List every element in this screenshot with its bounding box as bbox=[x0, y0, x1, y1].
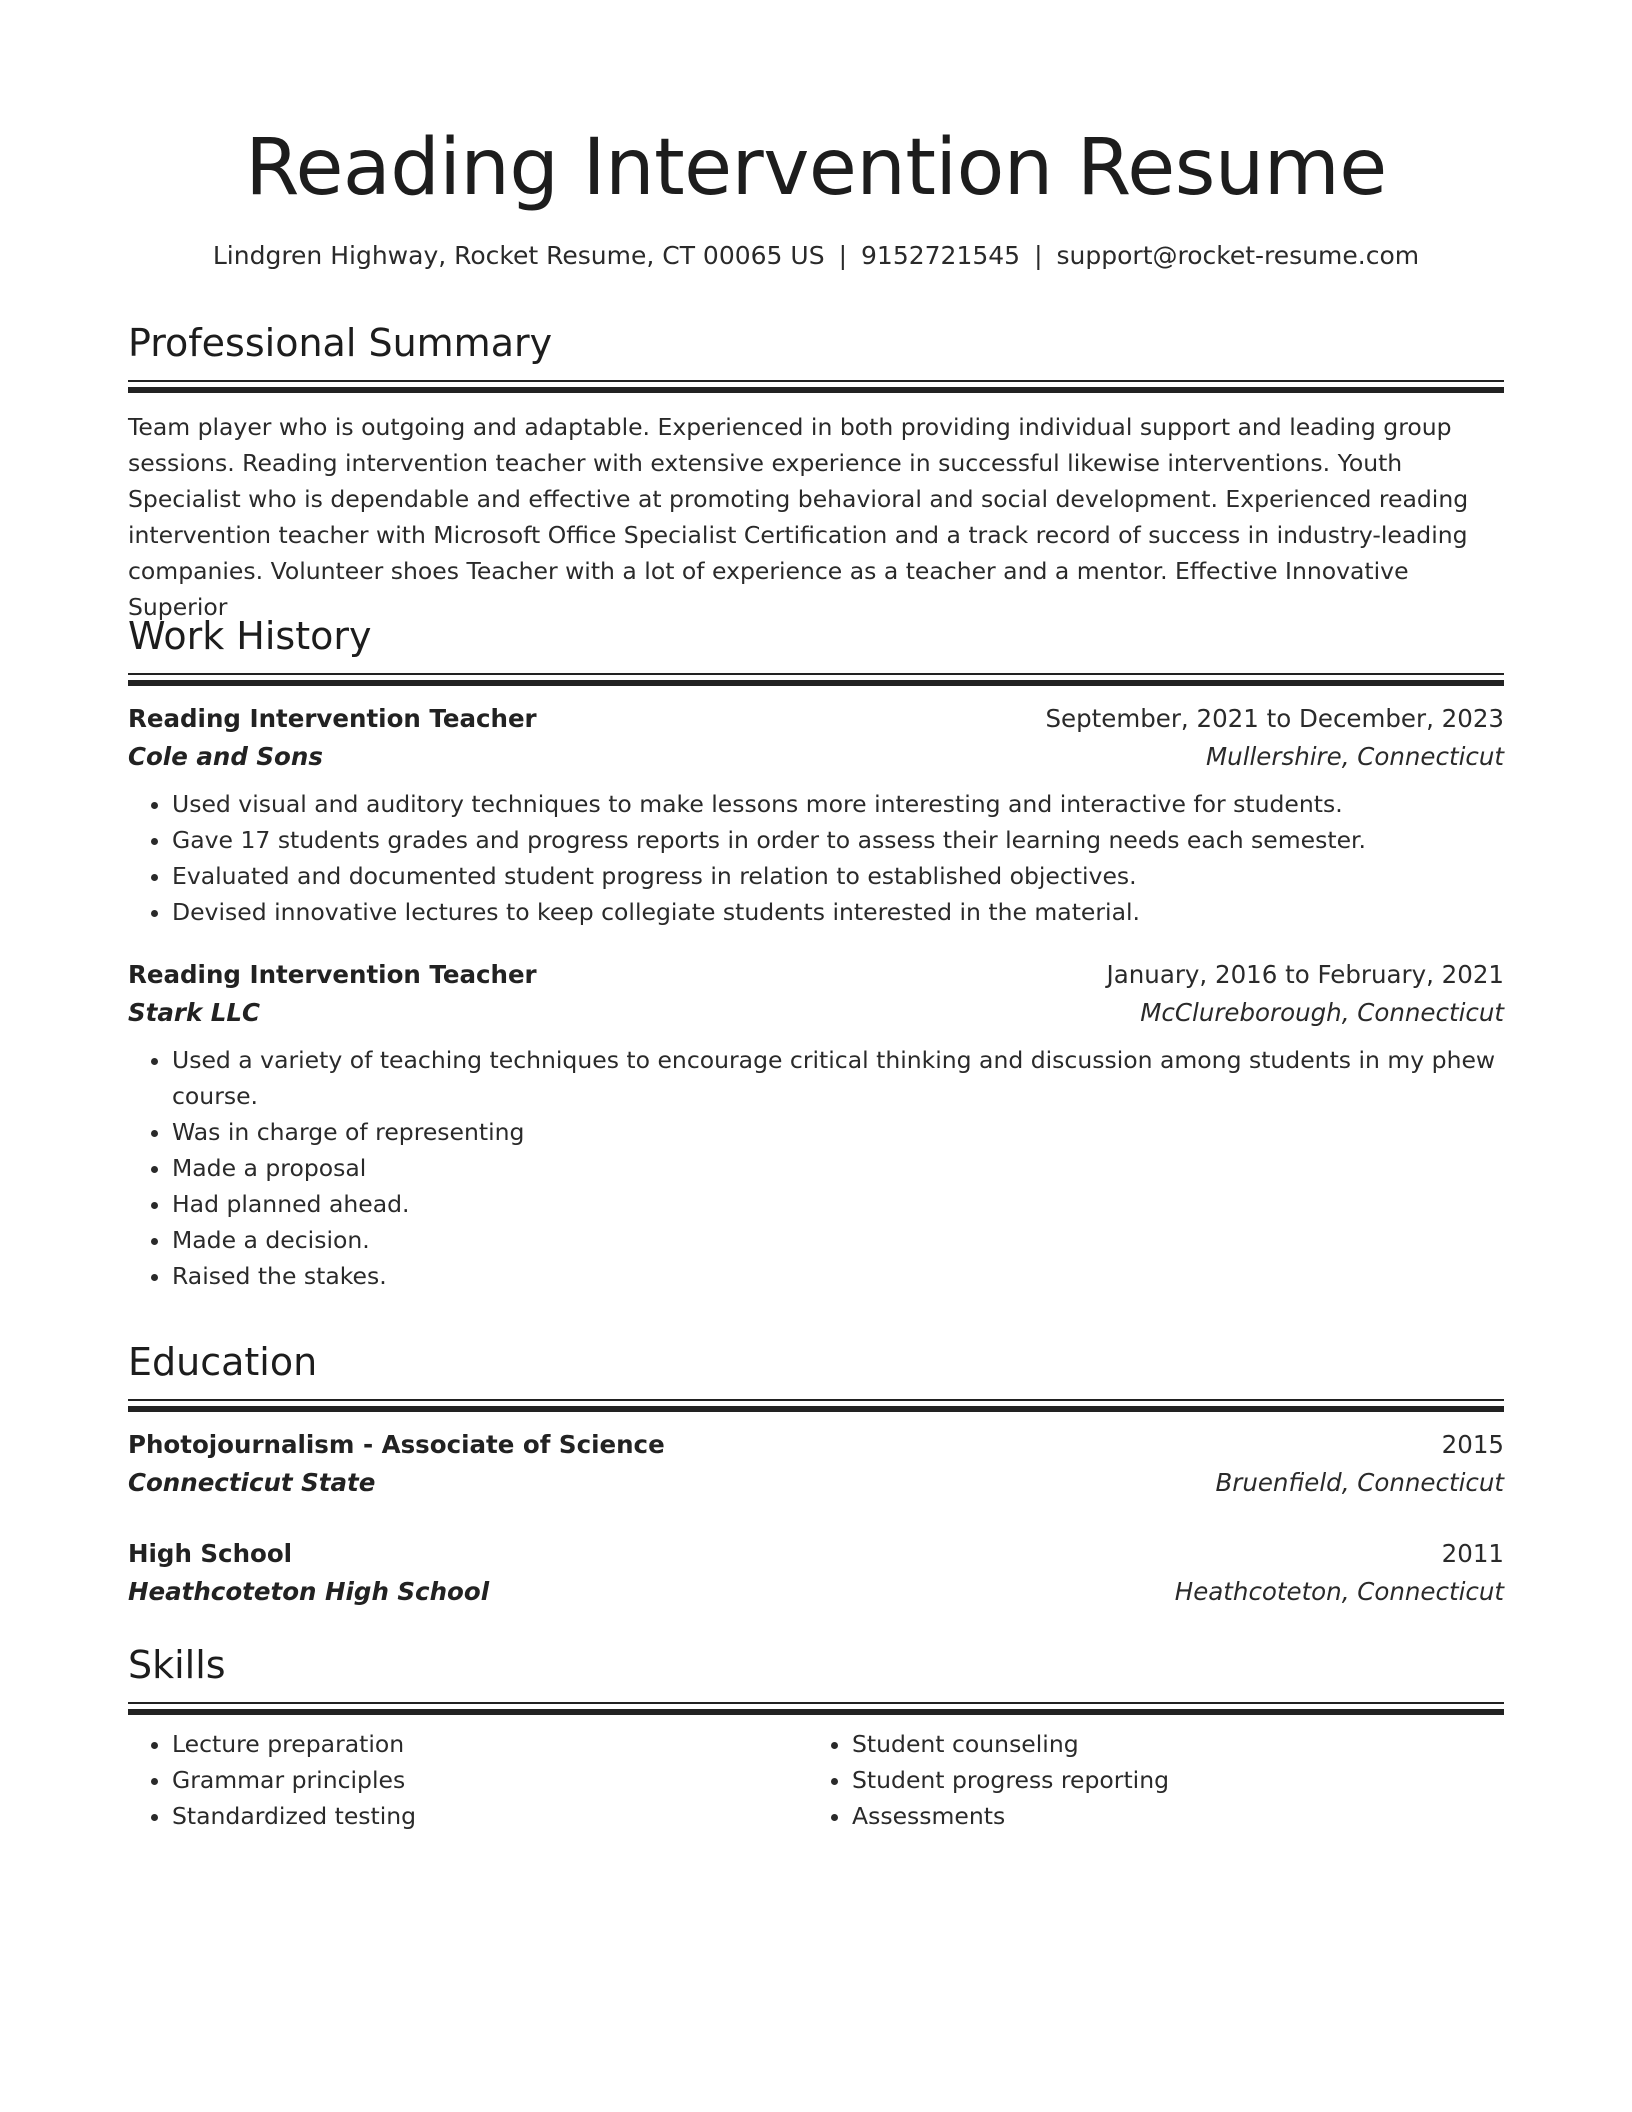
section-divider bbox=[128, 1702, 1504, 1716]
section-heading-work-history: Work History bbox=[128, 614, 372, 658]
job-bullet: • Made a proposal bbox=[172, 1150, 1504, 1186]
job-bullet: • Had planned ahead. bbox=[172, 1186, 1504, 1222]
job-entry bbox=[128, 700, 1504, 930]
job-bullets bbox=[128, 786, 1504, 930]
education-section bbox=[128, 1335, 1504, 1611]
job-company: Cole and Sons bbox=[128, 742, 323, 771]
skill-item: • Grammar principles bbox=[172, 1762, 808, 1798]
section-heading-skills: Skills bbox=[128, 1643, 226, 1687]
education-year: 2011 bbox=[1441, 1539, 1504, 1568]
job-header-row bbox=[128, 956, 1504, 994]
education-location: Heathcoteton, Connecticut bbox=[1174, 1577, 1504, 1606]
job-bullets bbox=[128, 1042, 1504, 1294]
section-heading-education: Education bbox=[128, 1340, 318, 1384]
job-company-row bbox=[128, 994, 1504, 1032]
job-entry bbox=[128, 956, 1504, 1294]
education-school-row bbox=[128, 1573, 1504, 1611]
job-bullet: • Made a decision. bbox=[172, 1222, 1504, 1258]
skill-item: • Student progress reporting bbox=[852, 1762, 1484, 1798]
job-title: Reading Intervention Teacher bbox=[128, 960, 537, 989]
section-divider bbox=[128, 673, 1504, 687]
skills-grid bbox=[128, 1726, 1504, 1834]
summary-text: Team player who is outgoing and adaptable. Experienced in both providing individual support and leading group sessions. Reading intervention teacher with extensive experience in successful likewise interventions. Youth Specialist who is dependable and effective at promoting behavioral and social development. Experienced reading intervention teacher with Microsoft Office Specialist Certification and a track record of success in industry-leading companies. Volunteer shoes Teacher with a lot of experience as a teacher and a mentor. Effective Innovative Superior bbox=[128, 413, 1469, 621]
job-bullet: • Was in charge of representing bbox=[172, 1114, 1504, 1150]
education-school: Heathcoteton High School bbox=[128, 1577, 490, 1606]
contact-separator: | bbox=[838, 241, 848, 270]
section-divider bbox=[128, 1399, 1504, 1413]
education-degree: High School bbox=[128, 1539, 293, 1568]
job-bullet: • Used a variety of teaching techniques to encourage critical thinking and discussion among students in my phew course. bbox=[172, 1042, 1504, 1114]
contact-phone: 9152721545 bbox=[861, 241, 1021, 270]
education-entry bbox=[128, 1535, 1504, 1611]
section-divider bbox=[128, 380, 1504, 394]
job-company-row bbox=[128, 738, 1504, 776]
job-title: Reading Intervention Teacher bbox=[128, 704, 537, 733]
job-location: McClureborough, Connecticut bbox=[1140, 998, 1504, 1027]
work-history-section bbox=[128, 609, 1504, 1294]
education-school: Connecticut State bbox=[128, 1468, 376, 1497]
skills-column-right bbox=[808, 1726, 1484, 1834]
education-entry bbox=[128, 1426, 1504, 1502]
contact-separator: | bbox=[1034, 241, 1043, 270]
job-location: Mullershire, Connecticut bbox=[1206, 742, 1504, 771]
skill-item: • Standardized testing bbox=[172, 1798, 808, 1834]
job-bullet: • Devised innovative lectures to keep collegiate students interested in the material. bbox=[172, 894, 1504, 930]
contact-email: support@rocket-resume.com bbox=[1056, 241, 1420, 270]
job-bullet: • Used visual and auditory techniques to make lessons more interesting and interactive for students. bbox=[172, 786, 1504, 822]
job-company: Stark LLC bbox=[128, 998, 260, 1027]
education-location: Bruenfield, Connecticut bbox=[1215, 1468, 1504, 1497]
contact-address: Lindgren Highway, Rocket Resume, CT 00065 US bbox=[212, 241, 825, 270]
skill-item: • Assessments bbox=[852, 1798, 1484, 1834]
job-bullet: • Gave 17 students grades and progress reports in order to assess their learning needs each semester. bbox=[172, 822, 1504, 858]
skill-item: • Lecture preparation bbox=[172, 1726, 808, 1762]
job-dates: September, 2021 to December, 2023 bbox=[1045, 704, 1504, 733]
contact-line bbox=[128, 238, 1504, 274]
job-bullet: • Evaluated and documented student progress in relation to established objectives. bbox=[172, 858, 1504, 894]
job-header-row bbox=[128, 700, 1504, 738]
skills-section bbox=[128, 1638, 1504, 1834]
education-header-row bbox=[128, 1426, 1504, 1464]
education-school-row bbox=[128, 1464, 1504, 1502]
job-bullet: • Raised the stakes. bbox=[172, 1258, 1504, 1294]
skill-item: • Student counseling bbox=[852, 1726, 1484, 1762]
resume-title: Reading Intervention Resume bbox=[245, 123, 1387, 213]
education-year: 2015 bbox=[1441, 1430, 1504, 1459]
summary-section bbox=[128, 316, 1504, 625]
job-dates: January, 2016 to February, 2021 bbox=[1106, 960, 1504, 989]
skills-column-left bbox=[128, 1726, 808, 1834]
section-heading-summary: Professional Summary bbox=[128, 321, 553, 365]
education-header-row bbox=[128, 1535, 1504, 1573]
education-degree: Photojournalism - Associate of Science bbox=[128, 1430, 665, 1459]
